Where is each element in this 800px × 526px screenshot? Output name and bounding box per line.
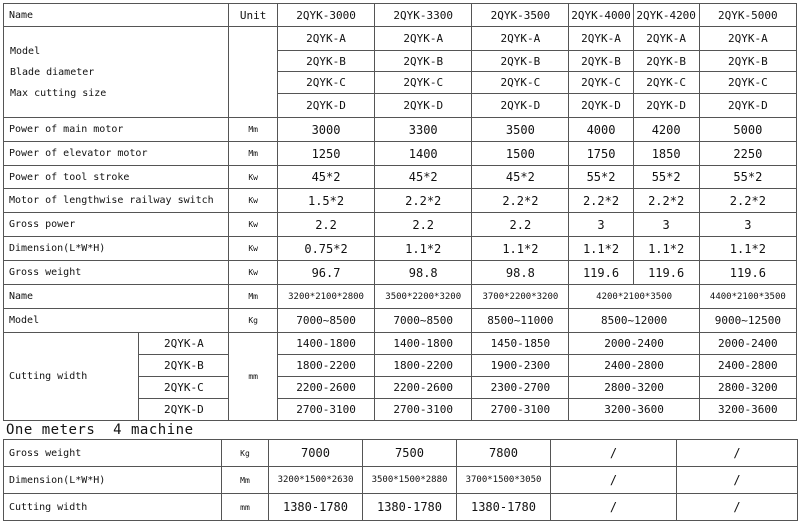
spec-unit: Mm [229,118,278,142]
cutting-sub-label: 2QYK-D [139,399,229,421]
spec-unit: Kw [229,166,278,189]
cutting-value: 2400-2800 [699,355,796,377]
cutting-value: 1400-1800 [375,333,472,355]
model-cell: 2QYK-D [633,94,699,118]
spec-unit: Kw [229,189,278,213]
spec-label: Power of elevator motor [4,142,229,166]
spec-value: 2250 [699,142,796,166]
spec-value: 1850 [633,142,699,166]
header-unit: Unit [229,4,278,27]
spec-label: Gross weight [4,261,229,285]
spec-value: 3300 [375,118,472,142]
machine-value: 1380-1780 [363,494,457,521]
spec-label: Motor of lengthwise railway switch [4,189,229,213]
model-cell: 2QYK-A [472,27,569,51]
header-model-5000: 2QYK-5000 [699,4,796,27]
model-cell: 2QYK-C [633,72,699,94]
spec-row-gross-power [4,213,797,237]
machine-unit: Kg [222,440,269,467]
header-model-4200: 2QYK-4200 [633,4,699,27]
spec-label: Power of tool stroke [4,166,229,189]
spec-value: 98.8 [472,261,569,285]
header-model-3300: 2QYK-3300 [375,4,472,27]
model-cell: 2QYK-A [699,27,796,51]
spec-value: 119.6 [699,261,796,285]
model-cell: 2QYK-A [375,27,472,51]
machine-value: 3500*1500*2880 [363,467,457,494]
machine-value: / [551,494,677,521]
model-cell: 2QYK-A [633,27,699,51]
spec-unit: Kw [229,261,278,285]
cutting-value: 1400-1800 [277,333,374,355]
model-cell: 2QYK-B [633,51,699,72]
model-cell: 2QYK-B [699,51,796,72]
blade-diameter-label: Blade diameter [10,66,95,78]
spec-value: 2.2*2 [569,189,633,213]
name-row [4,285,797,309]
machine-value: 3700*1500*3050 [457,467,551,494]
model-cell: 2QYK-D [375,94,472,118]
spec-table [3,3,797,421]
machine-value: 1380-1780 [457,494,551,521]
name-row-value: 4400*2100*3500 [699,285,796,309]
model-cell: 2QYK-B [569,51,633,72]
spec-value: 2.2*2 [633,189,699,213]
spec-value: 0.75*2 [277,237,374,261]
header-name: Name [4,4,229,27]
spec-value: 4000 [569,118,633,142]
machine-row-gross-weight [4,440,798,467]
model-cell: 2QYK-B [277,51,374,72]
spec-row-tool-stroke [4,166,797,189]
spec-value: 2.2*2 [472,189,569,213]
machine-row-dimension [4,467,798,494]
spec-value: 5000 [699,118,796,142]
model-cell: 2QYK-A [569,27,633,51]
model-cell: 2QYK-A [277,27,374,51]
spec-unit: Kw [229,213,278,237]
machine-value: 7500 [363,440,457,467]
cutting-value: 2700-3100 [277,399,374,421]
spec-row-main-motor [4,118,797,142]
machine-value: / [677,467,798,494]
section-title: One meters 4 machine [6,422,194,438]
cutting-value: 2300-2700 [472,377,569,399]
header-model-3500: 2QYK-3500 [472,4,569,27]
model-cell: 2QYK-D [699,94,796,118]
machine-value: 3200*1500*2630 [269,467,363,494]
model-label: Model [10,45,41,57]
cutting-value: 3200-3600 [699,399,796,421]
cutting-value: 2700-3100 [472,399,569,421]
cutting-value: 1450-1850 [472,333,569,355]
spec-value: 1250 [277,142,374,166]
spec-value: 1750 [569,142,633,166]
model-row-value: 7000~8500 [375,309,472,333]
model-cell: 2QYK-D [569,94,633,118]
spec-row-elevator-motor [4,142,797,166]
spec-value: 4200 [633,118,699,142]
spec-value: 1.1*2 [569,237,633,261]
model-row-value: 8500~12000 [569,309,699,333]
cutting-value: 2800-3200 [569,377,699,399]
spec-value: 96.7 [277,261,374,285]
machine-label: Cutting width [4,494,222,521]
model-row-value: 8500~11000 [472,309,569,333]
model-row-a [4,27,797,51]
spec-value: 55*2 [633,166,699,189]
model-row-unit: Kg [229,309,278,333]
cutting-value: 1900-2300 [472,355,569,377]
cutting-value: 1800-2200 [375,355,472,377]
spec-value: 3 [699,213,796,237]
header-model-3000: 2QYK-3000 [277,4,374,27]
spec-value: 98.8 [375,261,472,285]
model-row-value: 7000~8500 [277,309,374,333]
cutting-value: 1800-2200 [277,355,374,377]
cutting-value: 2000-2400 [569,333,699,355]
machine-value: / [551,467,677,494]
cutting-value: 3200-3600 [569,399,699,421]
header-model-4000: 2QYK-4000 [569,4,633,27]
model-weight-row [4,309,797,333]
spec-value: 2.2*2 [699,189,796,213]
spec-row-gross-weight [4,261,797,285]
spec-value: 2.2 [472,213,569,237]
machine-table [3,439,798,521]
cutting-width-unit: mm [229,333,278,421]
cutting-width-label: Cutting width [4,333,139,421]
model-cell: 2QYK-C [375,72,472,94]
machine-label: Dimension(L*W*H) [4,467,222,494]
cutting-value: 2000-2400 [699,333,796,355]
spec-value: 45*2 [277,166,374,189]
machine-value: / [677,494,798,521]
model-row-label: Model [4,309,229,333]
spec-unit: Kw [229,237,278,261]
spec-value: 1.1*2 [633,237,699,261]
name-row-value: 3700*2200*3200 [472,285,569,309]
machine-value: / [677,440,798,467]
machine-label: Gross weight [4,440,222,467]
spec-unit: Mm [229,142,278,166]
cutting-value: 2800-3200 [699,377,796,399]
spec-label: Power of main motor [4,118,229,142]
machine-unit: mm [222,494,269,521]
model-cell: 2QYK-C [472,72,569,94]
spec-value: 45*2 [375,166,472,189]
model-cell: 2QYK-D [277,94,374,118]
cutting-sub-label: 2QYK-B [139,355,229,377]
spec-label: Gross power [4,213,229,237]
spec-value: 119.6 [633,261,699,285]
model-cell: 2QYK-C [699,72,796,94]
machine-unit: Mm [222,467,269,494]
max-cutting-size-label: Max cutting size [10,87,107,99]
cutting-value: 2400-2800 [569,355,699,377]
spec-value: 45*2 [472,166,569,189]
spec-value: 1500 [472,142,569,166]
cutting-value: 2200-2600 [375,377,472,399]
spec-value: 2.2*2 [375,189,472,213]
spec-value: 119.6 [569,261,633,285]
spec-value: 2.2 [375,213,472,237]
name-row-value: 3500*2200*3200 [375,285,472,309]
name-row-unit: Mm [229,285,278,309]
spec-value: 1.1*2 [472,237,569,261]
spec-value: 55*2 [699,166,796,189]
name-row-value: 4200*2100*3500 [569,285,699,309]
machine-row-cutting-width [4,494,798,521]
model-cell: 2QYK-B [472,51,569,72]
spec-value: 1.1*2 [375,237,472,261]
spec-value: 55*2 [569,166,633,189]
spec-value: 1.5*2 [277,189,374,213]
machine-value: / [551,440,677,467]
cutting-sub-label: 2QYK-A [139,333,229,355]
name-row-label: Name [4,285,229,309]
model-block-unit [229,27,278,118]
header-row [4,4,797,27]
name-row-value: 3200*2100*2800 [277,285,374,309]
model-block-labels [4,27,229,118]
cutting-value: 2200-2600 [277,377,374,399]
spec-value: 3 [569,213,633,237]
model-cell: 2QYK-B [375,51,472,72]
model-cell: 2QYK-C [277,72,374,94]
machine-value: 7000 [269,440,363,467]
spec-label: Dimension(L*W*H) [4,237,229,261]
cutting-value: 2700-3100 [375,399,472,421]
spec-value: 3 [633,213,699,237]
spec-value: 3500 [472,118,569,142]
spec-value: 2.2 [277,213,374,237]
model-row-value: 9000~12500 [699,309,796,333]
machine-value: 1380-1780 [269,494,363,521]
machine-value: 7800 [457,440,551,467]
spec-value: 3000 [277,118,374,142]
spec-row-railway-switch [4,189,797,213]
model-cell: 2QYK-D [472,94,569,118]
spec-value: 1400 [375,142,472,166]
cutting-row-a [4,333,797,355]
model-cell: 2QYK-C [569,72,633,94]
cutting-sub-label: 2QYK-C [139,377,229,399]
spec-value: 1.1*2 [699,237,796,261]
spec-row-dimension [4,237,797,261]
